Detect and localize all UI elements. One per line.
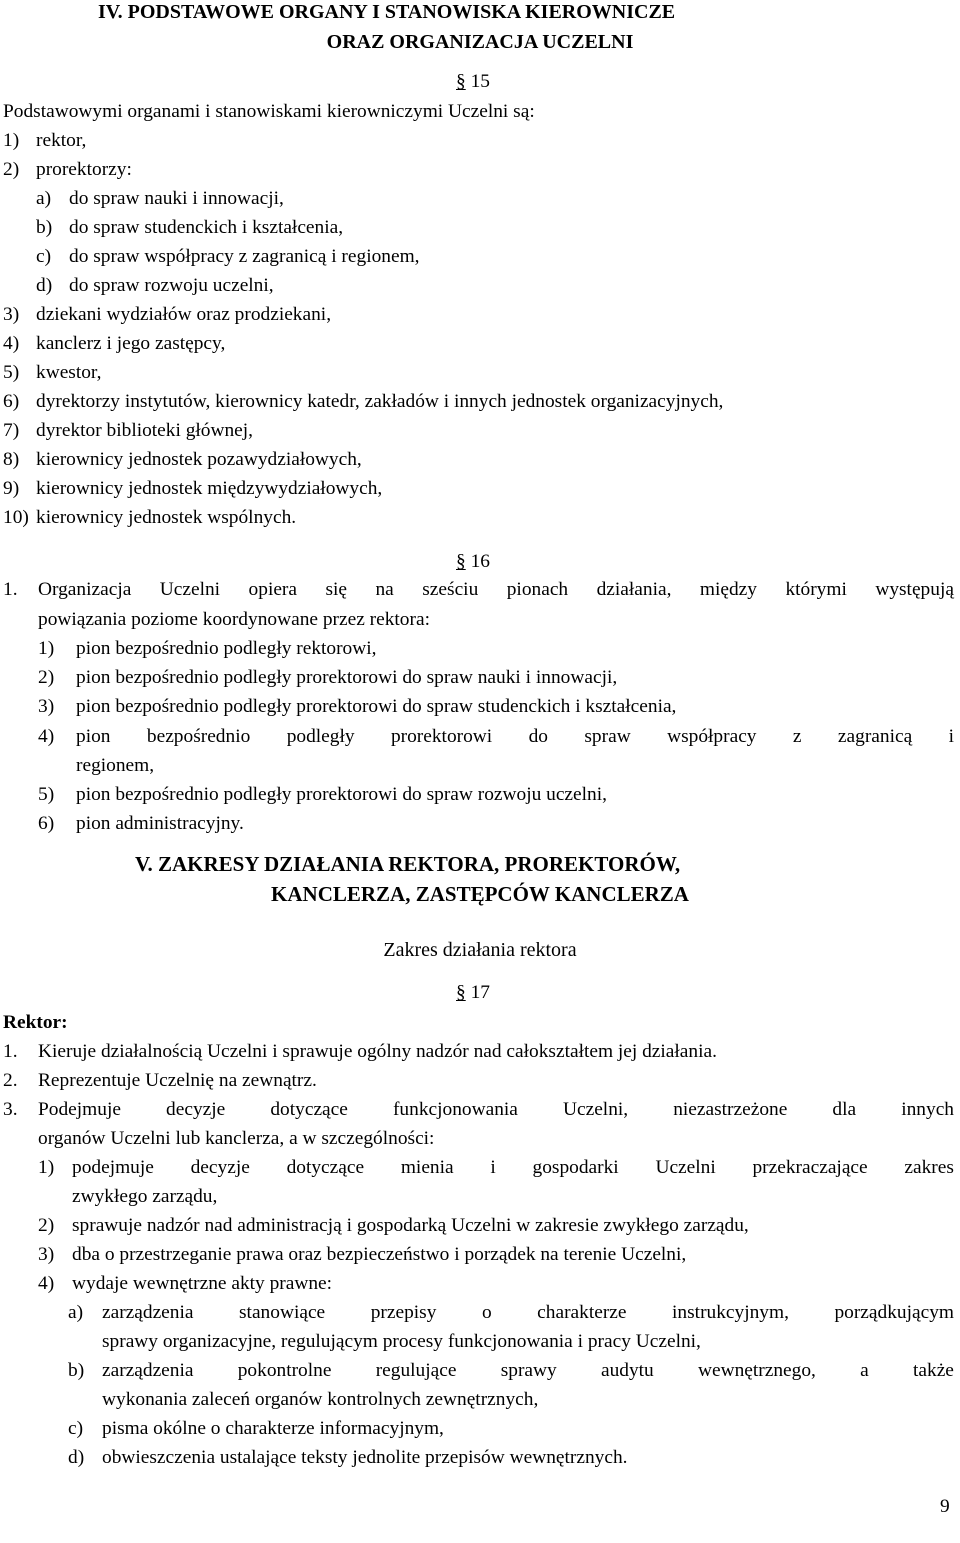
list-item-number: d) [36,275,53,296]
list-item-number: c) [36,246,52,267]
paragraph-number: 1. [3,579,18,600]
section-number: 17 [470,982,490,1003]
paragraph-number: 1. [3,1041,18,1062]
list-item-number: 2) [38,667,55,688]
sub-item-text-line: wykonania zaleceń organów kontrolnych zewnętrznych, [102,1389,539,1410]
list-item-text: wydaje wewnętrzne akty prawne: [72,1273,333,1294]
list-item-text: dziekani wydziałów oraz prodziekani, [36,304,332,325]
section-subtitle: Zakres działania rektora [383,939,577,961]
list-item-number: 3) [3,304,20,325]
page-number: 9 [940,1496,950,1517]
paragraph-text-line: powiązania poziome koordynowane przez rektora: [38,609,430,630]
list-item-text-line: podejmuje decyzje dotyczące mienia i gospodarki Uczelni przekraczające zakres [72,1157,954,1178]
sub-item-text-line: zarządzenia pokontrolne regulujące sprawy audytu wewnętrznego, a także [102,1360,954,1381]
sub-item-text: pisma okólne o charakterze informacyjnym, [102,1418,444,1439]
paragraph-text-line: Organizacja Uczelni opiera się na sześciu pionach działania, między którymi występują [38,579,954,600]
list-item-text-line: zwykłego zarządu, [72,1186,218,1207]
chapter-title-line-2: ORAZ ORGANIZACJA UCZELNI [326,31,634,53]
list-item-number: 7) [3,420,20,441]
chapter-title-line-1: V. ZAKRESY DZIAŁANIA REKTORA, PROREKTORÓW, [135,852,681,876]
list-item-text: do spraw współpracy z zagranicą i regionem, [69,246,420,267]
list-item-number: 2) [38,1215,55,1236]
list-item-number: 2) [3,159,20,180]
list-item-text: pion administracyjny. [76,813,244,834]
list-item-number: 8) [3,449,20,470]
list-item-text: prorektorzy: [36,159,132,180]
list-item-number: a) [36,188,52,209]
sub-item-letter: b) [68,1360,85,1381]
list-item-text: pion bezpośrednio podległy rektorowi, [76,638,377,659]
list-item-number: 6) [38,813,55,834]
list-item-text: dyrektor biblioteki głównej, [36,420,254,441]
list-item-number: 6) [3,391,20,412]
sub-item-text-line: zarządzenia stanowiące przepisy o charakterze instrukcyjnym, porządkującym [102,1302,954,1323]
chapter-title-line-2: KANCLERZA, ZASTĘPCÓW KANCLERZA [271,882,689,906]
list-item-text: pion bezpośrednio podległy prorektorowi do spraw studenckich i kształcenia, [76,696,677,717]
section-mark-17 [456,983,490,1002]
paragraph-text: Reprezentuje Uczelnię na zewnątrz. [38,1070,317,1091]
list-item-number: 4) [38,1273,55,1294]
list-item-number: 5) [3,362,20,383]
section-sign-icon: § [456,551,466,572]
list-item-text: kierownicy jednostek pozawydziałowych, [36,449,362,470]
sub-item-text: obwieszczenia ustalające teksty jednolite przepisów wewnętrznych. [102,1447,628,1468]
sub-item-letter: a) [68,1302,84,1323]
list-item-text: rektor, [36,130,87,151]
sub-item-letter: c) [68,1418,84,1439]
list-item-text: do spraw nauki i innowacji, [69,188,284,209]
list-item-text: kierownicy jednostek wspólnych. [36,507,297,528]
paragraph-text: Kieruje działalnością Uczelni i sprawuje ogólny nadzór nad całokształtem jej działania. [38,1041,717,1062]
paragraph-text-line: Podejmuje decyzje dotyczące funkcjonowania Uczelni, niezastrzeżone dla innych [38,1099,954,1120]
paragraph-number: 3. [3,1099,18,1120]
section-number: 15 [470,71,490,92]
list-item-text: pion bezpośrednio podległy prorektorowi do spraw rozwoju uczelni, [76,784,607,805]
list-item-text: kierownicy jednostek międzywydziałowych, [36,478,383,499]
list-item-text: dyrektorzy instytutów, kierownicy katedr, zakładów i innych jednostek organizacyjnych, [36,391,724,412]
list-item-number: 10) [3,507,29,528]
list-item-number: 4) [3,333,20,354]
list-item-text-line: pion bezpośrednio podległy prorektorowi do spraw współpracy z zagranicą i [76,726,954,747]
section-mark-16 [456,552,490,571]
rector-heading: Rektor: [3,1012,68,1033]
paragraph-number: 2. [3,1070,18,1091]
list-item-text: sprawuje nadzór nad administracją i gospodarką Uczelni w zakresie zwykłego zarządu, [72,1215,749,1236]
list-item-number: 3) [38,1244,55,1265]
list-item-number: 4) [38,726,55,747]
sub-item-letter: d) [68,1447,85,1468]
list-item-text: do spraw studenckich i kształcenia, [69,217,344,238]
list-item-number: 9) [3,478,20,499]
list-item-text: kanclerz i jego zastępcy, [36,333,226,354]
list-item-number: b) [36,217,53,238]
chapter-title-line-1: IV. PODSTAWOWE ORGANY I STANOWISKA KIEROWNICZE [98,1,676,23]
sub-item-text-line: sprawy organizacyjne, regulującym procesy funkcjonowania i pracy Uczelni, [102,1331,701,1352]
list-item-text: pion bezpośrednio podległy prorektorowi do spraw nauki i innowacji, [76,667,618,688]
list-item-text: do spraw rozwoju uczelni, [69,275,274,296]
section-mark-15 [456,72,490,91]
list-item-number: 1) [38,1157,55,1178]
list-item-text: dba o przestrzeganie prawa oraz bezpieczeństwo i porządek na terenie Uczelni, [72,1244,687,1265]
section-intro: Podstawowymi organami i stanowiskami kierowniczymi Uczelni są: [3,101,535,122]
section-number: 16 [470,551,490,572]
section-sign-icon: § [456,71,466,92]
list-item-number: 5) [38,784,55,805]
list-item-number: 1) [3,130,20,151]
list-item-number: 3) [38,696,55,717]
paragraph-text-line: organów Uczelni lub kanclerza, a w szczególności: [38,1128,435,1149]
section-sign-icon: § [456,982,466,1003]
list-item-text-line: regionem, [76,755,155,776]
list-item-text: kwestor, [36,362,102,383]
list-item-number: 1) [38,638,55,659]
